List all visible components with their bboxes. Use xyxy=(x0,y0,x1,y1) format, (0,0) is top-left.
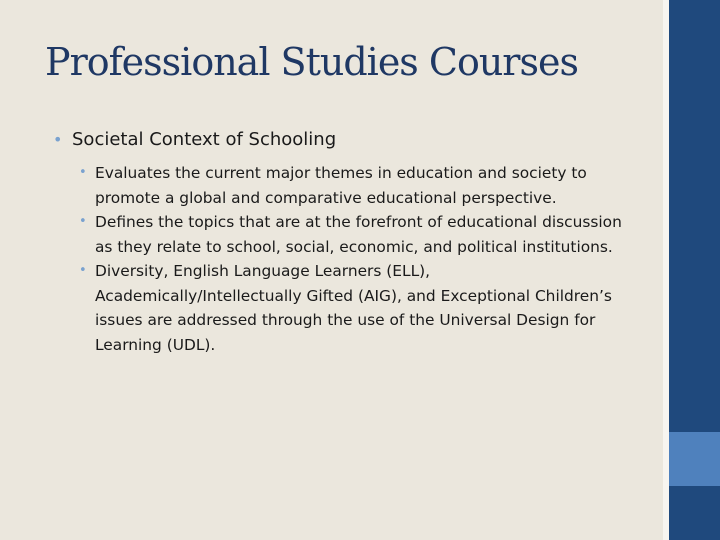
slide-title: Professional Studies Courses xyxy=(45,40,578,84)
sub-bullet-item xyxy=(0,259,625,357)
sub-bullet-item xyxy=(0,161,625,210)
sub-bullet-item xyxy=(0,210,625,259)
bullet-icon: • xyxy=(53,130,63,149)
sidebar-accent-block xyxy=(669,432,720,486)
sub-bullet-text: Diversity, English Language Learners (ELL), Academically/Intellectually Gifted (AIG), and Exceptional Children’s issues are addressed through the use of the Universal Design for Learning (UDL). xyxy=(95,262,612,354)
bullet-text: Societal Context of Schooling xyxy=(72,129,337,150)
sub-bullet-icon: • xyxy=(79,165,87,180)
sub-bullet-icon: • xyxy=(79,263,87,278)
bullet-item-level1 xyxy=(0,128,663,152)
sub-bullet-text: Defines the topics that are at the forefront of educational discussion as they relate to school, social, economic, and political institutions. xyxy=(95,213,622,256)
sub-bullet-list xyxy=(0,161,663,357)
sub-bullet-text: Evaluates the current major themes in education and society to promote a global and comparative educational perspective. xyxy=(95,164,587,207)
bullet-list xyxy=(0,128,663,357)
sub-bullet-icon: • xyxy=(79,214,87,229)
